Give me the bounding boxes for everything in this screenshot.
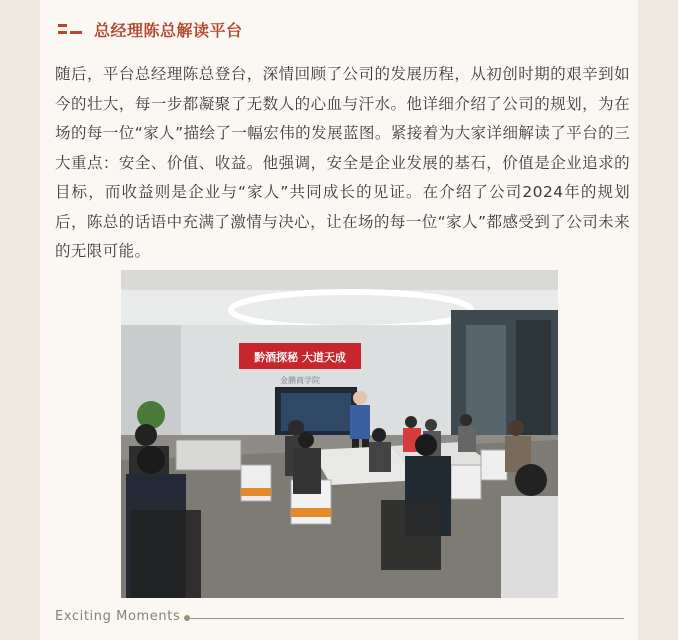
article-page xyxy=(40,0,638,640)
article-paragraph: 随后，平台总经理陈总登台，深情回顾了公司的发展历程，从初创时期的艰辛到如今的壮大，每一步都凝聚了无数人的心血与汗水。他详细介绍了公司的规划，为在场的每一位“家人”描绘了一幅宏伟的发展蓝图。紧接着为大家详细解读了平台的三大重点：安全、价值、收益。他强调，安全是企业发展的基石，价值是企业追求的目标，而收益则是企业与“家人”共同成长的见证。在介绍了公司2024年的规划后，陈总的话语中充满了激情与决心，让在场的每一位“家人”都感受到了公司未来的无限可能。 xyxy=(55,65,630,260)
footer-caption: Exciting Moments xyxy=(55,609,181,624)
event-photo[interactable] xyxy=(121,270,558,598)
section-title: 总经理陈总解读平台 xyxy=(94,20,243,40)
double-bar-icon xyxy=(58,21,82,37)
section-header xyxy=(58,14,243,44)
banner-text: 黔酒探秘 大道天成 xyxy=(254,351,346,364)
banner-subtext: 金鹏商学院 xyxy=(280,376,320,385)
footer-divider-line xyxy=(190,618,624,619)
